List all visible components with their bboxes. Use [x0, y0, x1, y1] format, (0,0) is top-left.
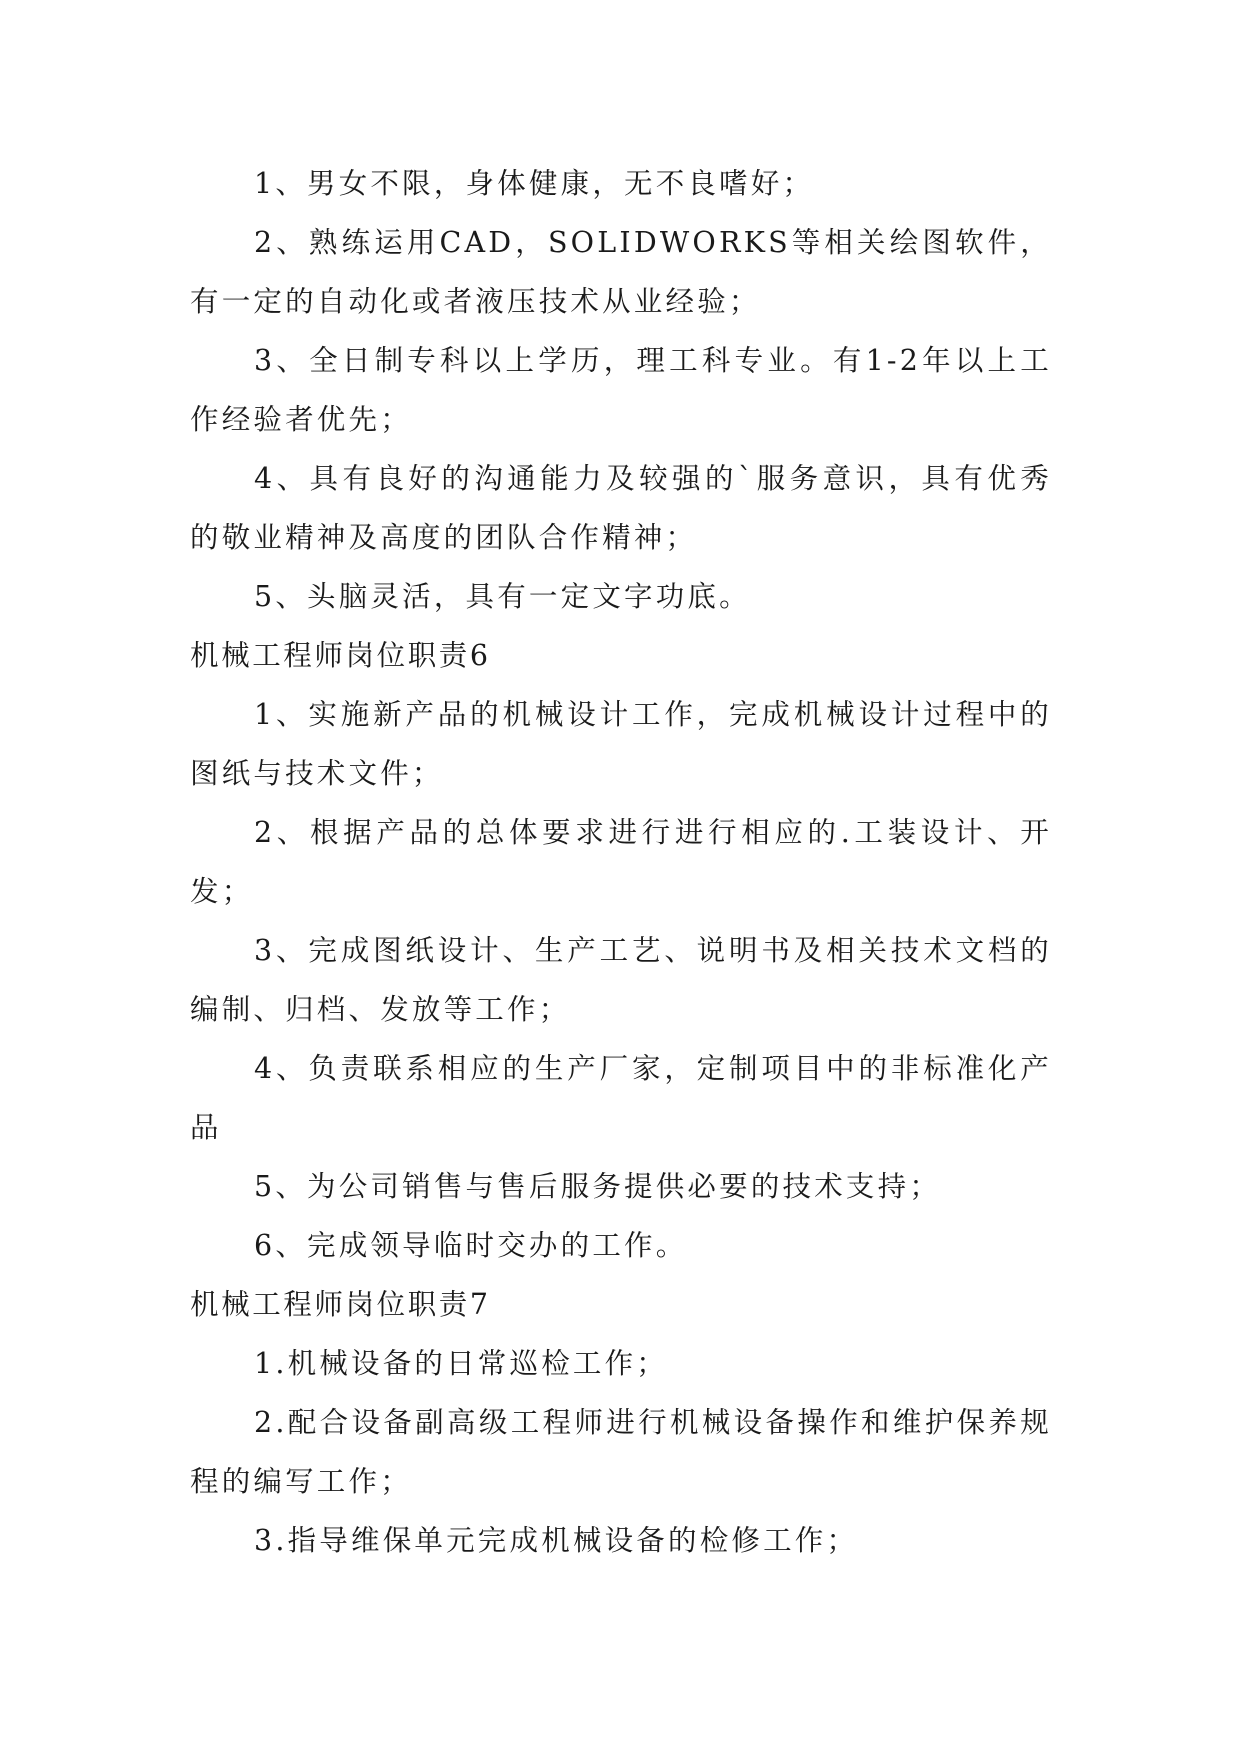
duty-item: 2、根据产品的总体要求进行进行相应的.工装设计、开发；: [190, 816, 1052, 908]
document-body: [190, 154, 1052, 1570]
duty-item: 3、完成图纸设计、生产工艺、说明书及相关技术文档的编制、归档、发放等工作；: [190, 934, 1052, 1026]
duty-item: 5、为公司销售与售后服务提供必要的技术支持；: [254, 1170, 942, 1203]
requirement-item: 1、男女不限，身体健康，无不良嗜好；: [254, 167, 815, 200]
requirement-item: 2、熟练运用CAD，SOLIDWORKS等相关绘图软件，有一定的自动化或者液压技术从业经验；: [190, 226, 1052, 318]
duty-item: 4、负责联系相应的生产厂家，定制项目中的非标准化产品: [190, 1052, 1052, 1144]
duty-item: 2.配合设备副高级工程师进行机械设备操作和维护保养规程的编写工作；: [190, 1406, 1052, 1498]
duty-item: 1.机械设备的日常巡检工作；: [254, 1347, 668, 1380]
duty-item: 6、完成领导临时交办的工作。: [254, 1229, 688, 1262]
section-heading: 机械工程师岗位职责6: [190, 639, 491, 672]
requirement-item: 5、头脑灵活，具有一定文字功底。: [254, 580, 751, 613]
requirement-item: 3、全日制专科以上学历，理工科专业。有1-2年以上工作经验者优先；: [190, 344, 1052, 436]
requirement-item: 4、具有良好的沟通能力及较强的`服务意识，具有优秀的敬业精神及高度的团队合作精神；: [190, 462, 1052, 554]
duty-item: 3.指导维保单元完成机械设备的检修工作；: [254, 1524, 859, 1557]
duty-item: 1、实施新产品的机械设计工作，完成机械设计过程中的图纸与技术文件；: [190, 698, 1052, 790]
section-heading: 机械工程师岗位职责7: [190, 1288, 491, 1321]
